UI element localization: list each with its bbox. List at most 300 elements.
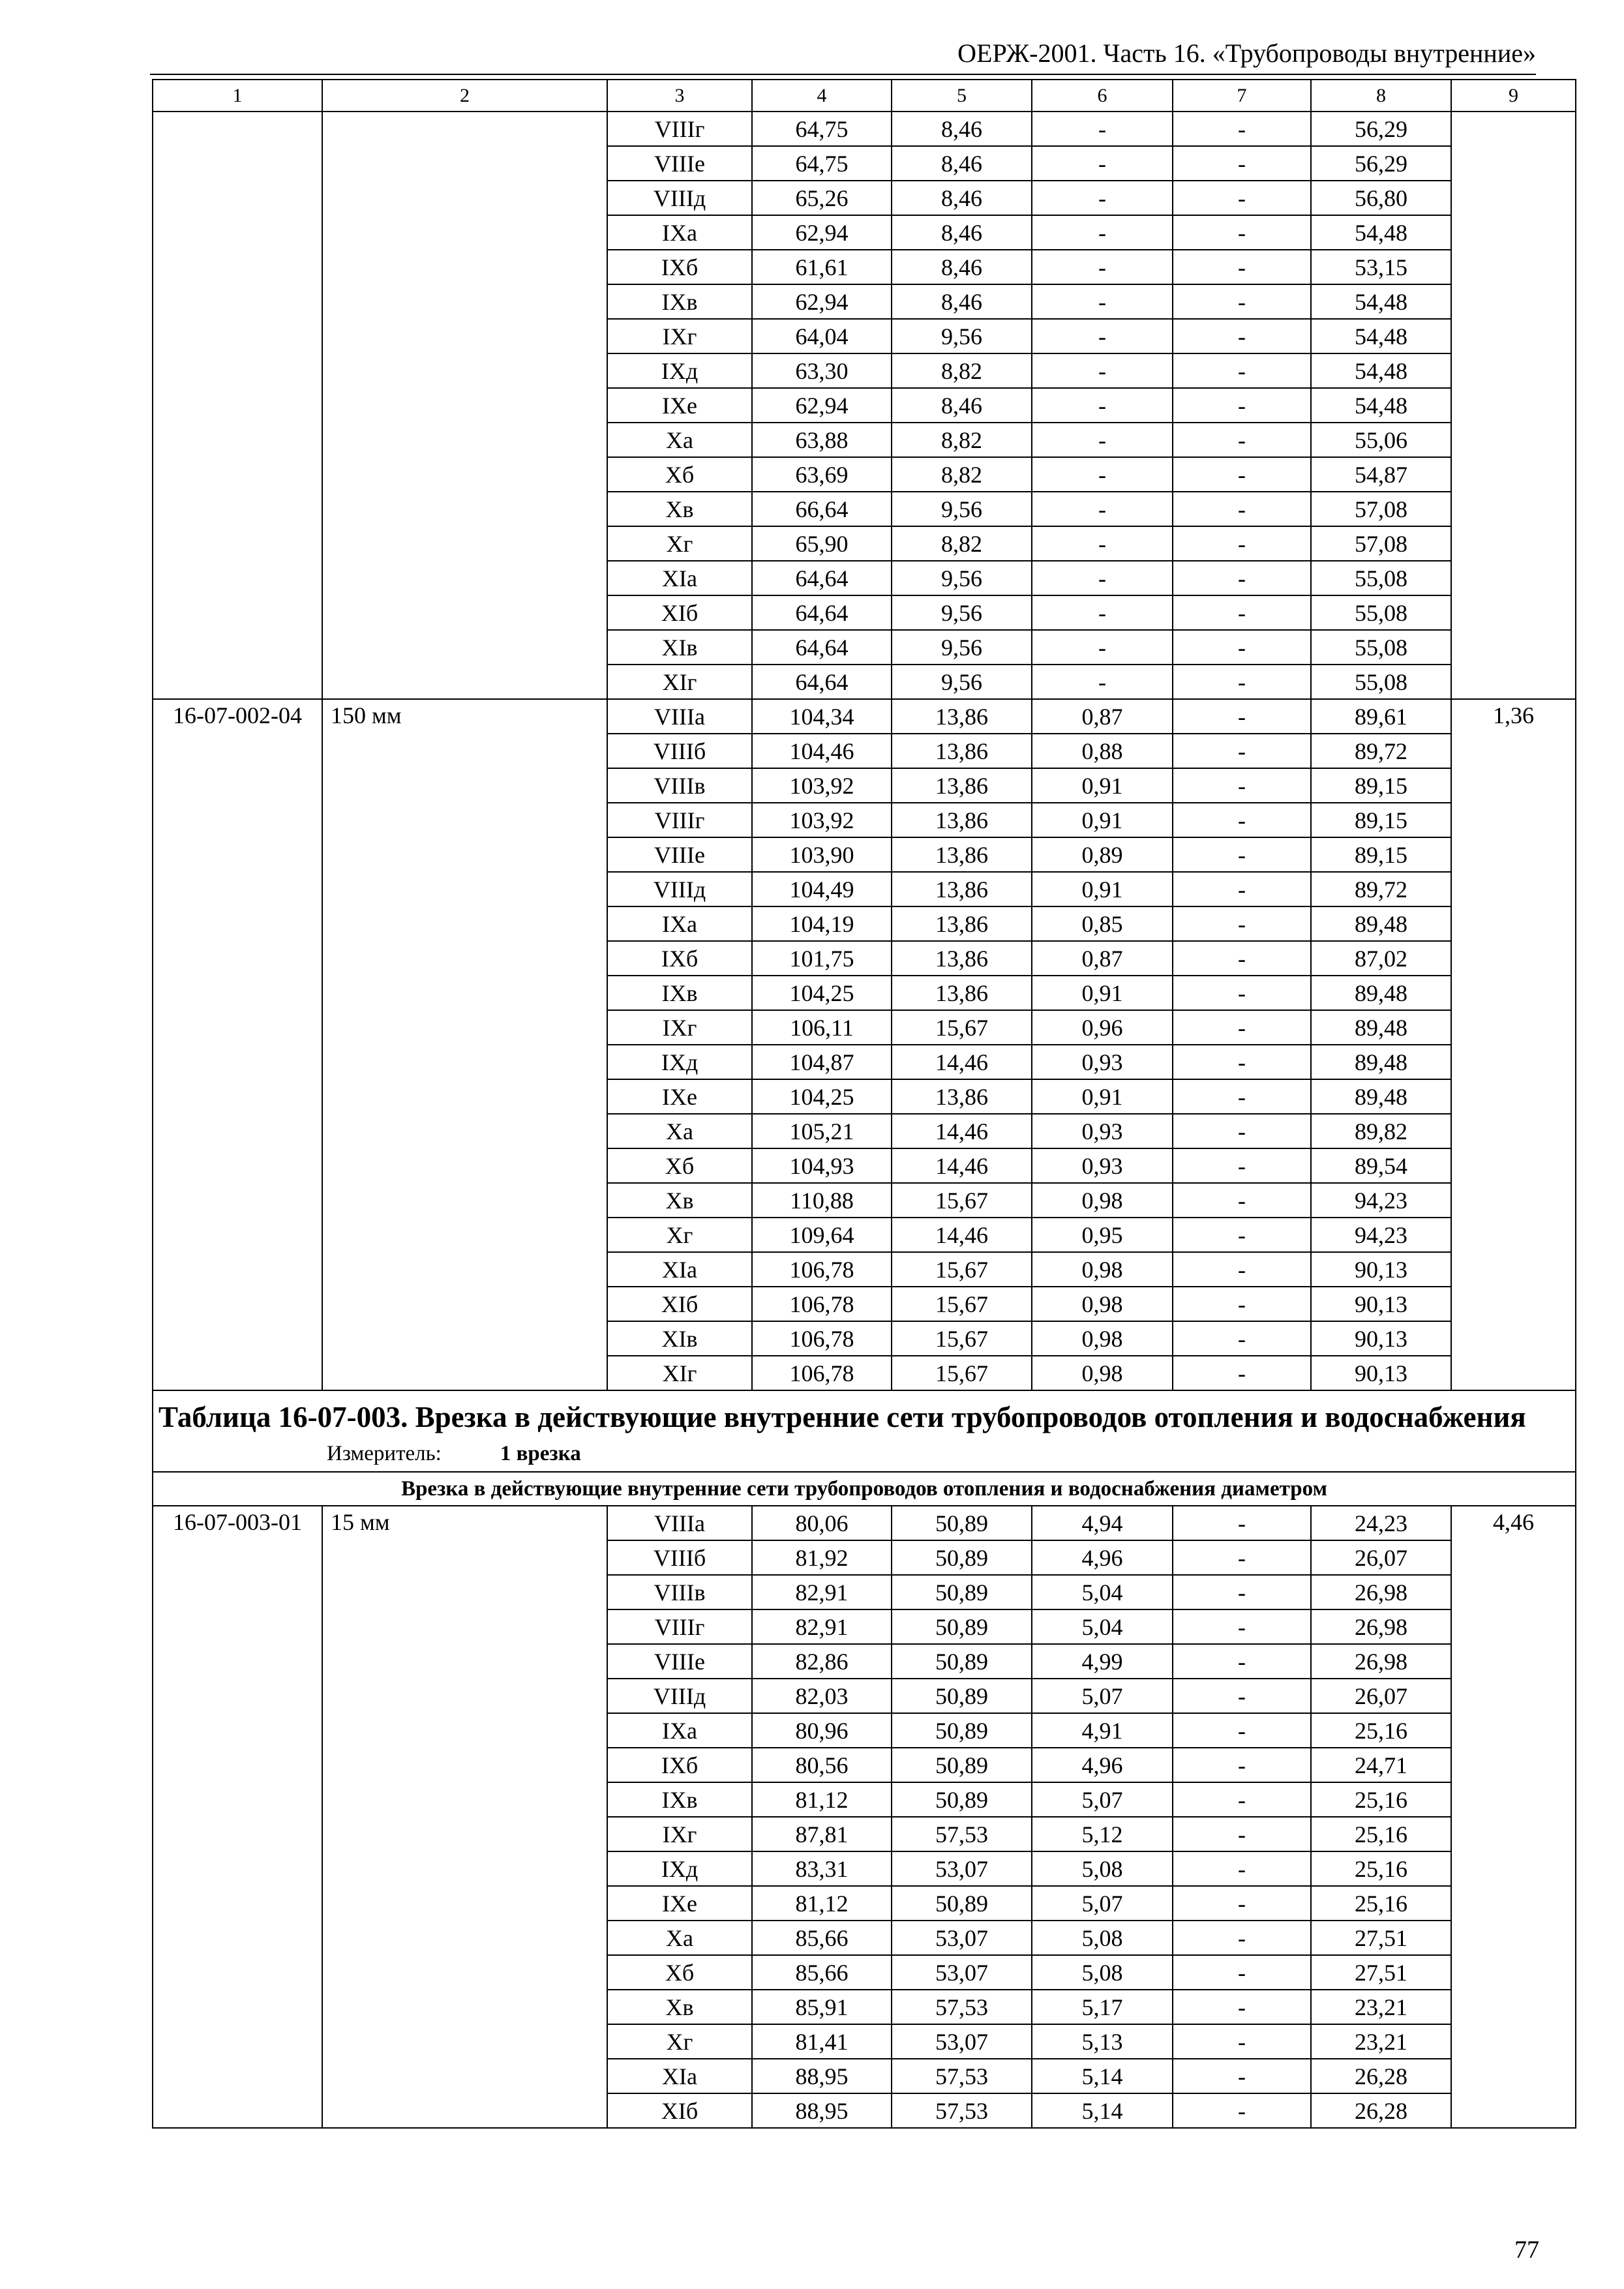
- total-cost-cell: 62,94: [752, 215, 892, 250]
- total-cost-cell: 80,56: [752, 1748, 892, 1782]
- materials-cost-cell: 26,28: [1311, 2093, 1451, 2128]
- total-cost-cell: 87,81: [752, 1817, 892, 1851]
- materials-cost-cell: 54,48: [1311, 388, 1451, 423]
- zone-cell: Xб: [607, 1148, 752, 1183]
- machine-cost-cell: 0,91: [1032, 803, 1173, 837]
- operators-wage-cell: -: [1173, 284, 1311, 319]
- materials-cost-cell: 55,08: [1311, 630, 1451, 665]
- materials-cost-cell: 26,28: [1311, 2059, 1451, 2093]
- operators-wage-cell: -: [1173, 561, 1311, 595]
- labor-cost-cell: 8,46: [892, 146, 1032, 181]
- table-2-body: [153, 1506, 1576, 2128]
- total-cost-cell: 104,25: [752, 1079, 892, 1114]
- machine-cost-cell: -: [1032, 353, 1173, 388]
- materials-cost-cell: 26,98: [1311, 1575, 1451, 1609]
- labor-cost-cell: 15,67: [892, 1321, 1032, 1356]
- total-cost-cell: 80,06: [752, 1506, 892, 1540]
- total-cost-cell: 65,90: [752, 526, 892, 561]
- labor-cost-cell: 50,89: [892, 1748, 1032, 1782]
- zone-cell: IXв: [607, 1782, 752, 1817]
- machine-cost-cell: -: [1032, 388, 1173, 423]
- materials-cost-cell: 94,23: [1311, 1183, 1451, 1218]
- materials-cost-cell: 89,72: [1311, 734, 1451, 768]
- zone-cell: IXа: [607, 906, 752, 941]
- zone-cell: Xб: [607, 1955, 752, 1990]
- operators-wage-cell: -: [1173, 976, 1311, 1010]
- operators-wage-cell: -: [1173, 181, 1311, 215]
- materials-cost-cell: 25,16: [1311, 1817, 1451, 1851]
- operators-wage-cell: -: [1173, 1990, 1311, 2024]
- zone-cell: IXд: [607, 1045, 752, 1079]
- operators-wage-cell: -: [1173, 1748, 1311, 1782]
- operators-wage-cell: -: [1173, 699, 1311, 734]
- materials-cost-cell: 54,48: [1311, 284, 1451, 319]
- total-cost-cell: 103,92: [752, 803, 892, 837]
- machine-cost-cell: 5,14: [1032, 2059, 1173, 2093]
- labor-cost-cell: 57,53: [892, 1990, 1032, 2024]
- zone-cell: IXв: [607, 284, 752, 319]
- labor-cost-cell: 15,67: [892, 1183, 1032, 1218]
- zone-cell: VIIIд: [607, 181, 752, 215]
- materials-cost-cell: 54,48: [1311, 215, 1451, 250]
- total-cost-cell: 64,64: [752, 665, 892, 699]
- materials-cost-cell: 54,48: [1311, 353, 1451, 388]
- machine-cost-cell: 0,87: [1032, 699, 1173, 734]
- labor-cost-cell: 13,86: [892, 803, 1032, 837]
- materials-cost-cell: 56,29: [1311, 146, 1451, 181]
- machine-cost-cell: 0,91: [1032, 976, 1173, 1010]
- measure-line: [158, 1439, 1570, 1469]
- total-cost-cell: 101,75: [752, 941, 892, 976]
- column-number: 8: [1311, 80, 1451, 112]
- labor-cost-cell: 50,89: [892, 1575, 1032, 1609]
- materials-cost-cell: 25,16: [1311, 1886, 1451, 1921]
- zone-cell: VIIIб: [607, 734, 752, 768]
- total-cost-cell: 109,64: [752, 1218, 892, 1252]
- operators-wage-cell: -: [1173, 319, 1311, 353]
- materials-cost-cell: 54,87: [1311, 457, 1451, 492]
- labor-cost-cell: 57,53: [892, 2093, 1032, 2128]
- labor-cost-cell: 8,82: [892, 526, 1032, 561]
- operators-wage-cell: -: [1173, 1287, 1311, 1321]
- labor-cost-cell: 9,56: [892, 665, 1032, 699]
- operators-wage-cell: -: [1173, 250, 1311, 284]
- labor-cost-cell: 50,89: [892, 1713, 1032, 1748]
- operators-wage-cell: -: [1173, 1148, 1311, 1183]
- labor-cost-cell: 14,46: [892, 1114, 1032, 1148]
- machine-cost-cell: 0,96: [1032, 1010, 1173, 1045]
- total-cost-cell: 62,94: [752, 388, 892, 423]
- labor-cost-cell: 53,07: [892, 1851, 1032, 1886]
- machine-cost-cell: 5,08: [1032, 1921, 1173, 1955]
- machine-cost-cell: 0,93: [1032, 1148, 1173, 1183]
- machine-cost-cell: -: [1032, 595, 1173, 630]
- labor-cost-cell: 50,89: [892, 1679, 1032, 1713]
- operators-wage-cell: -: [1173, 768, 1311, 803]
- zone-cell: IXг: [607, 319, 752, 353]
- materials-cost-cell: 89,82: [1311, 1114, 1451, 1148]
- table-2-title-row: [153, 1390, 1576, 1472]
- zone-cell: VIIIe: [607, 146, 752, 181]
- zone-cell: VIIIд: [607, 1679, 752, 1713]
- machine-cost-cell: -: [1032, 665, 1173, 699]
- zone-cell: XIа: [607, 561, 752, 595]
- total-cost-cell: 82,86: [752, 1644, 892, 1679]
- column-number-row: [153, 80, 1576, 112]
- materials-cost-cell: 90,13: [1311, 1321, 1451, 1356]
- total-cost-cell: 88,95: [752, 2059, 892, 2093]
- labor-cost-cell: 13,86: [892, 837, 1032, 872]
- materials-cost-cell: 26,07: [1311, 1679, 1451, 1713]
- labor-cost-cell: 15,67: [892, 1010, 1032, 1045]
- zone-cell: VIIIв: [607, 1575, 752, 1609]
- labor-hours-cell: [1451, 112, 1576, 699]
- total-cost-cell: 63,88: [752, 423, 892, 457]
- operators-wage-cell: -: [1173, 941, 1311, 976]
- labor-cost-cell: 9,56: [892, 595, 1032, 630]
- operators-wage-cell: -: [1173, 1356, 1311, 1390]
- zone-cell: IXв: [607, 976, 752, 1010]
- labor-cost-cell: 13,86: [892, 872, 1032, 906]
- zone-cell: VIIIа: [607, 1506, 752, 1540]
- measure-label: Измеритель:: [327, 1442, 442, 1465]
- labor-cost-cell: 14,46: [892, 1148, 1032, 1183]
- materials-cost-cell: 55,08: [1311, 665, 1451, 699]
- operators-wage-cell: -: [1173, 1218, 1311, 1252]
- operators-wage-cell: -: [1173, 1321, 1311, 1356]
- zone-cell: VIIIб: [607, 1540, 752, 1575]
- column-number: 4: [752, 80, 892, 112]
- machine-cost-cell: 0,91: [1032, 768, 1173, 803]
- labor-cost-cell: 8,82: [892, 457, 1032, 492]
- zone-cell: IXe: [607, 388, 752, 423]
- materials-cost-cell: 57,08: [1311, 492, 1451, 526]
- machine-cost-cell: 0,98: [1032, 1287, 1173, 1321]
- labor-cost-cell: 13,86: [892, 906, 1032, 941]
- materials-cost-cell: 89,48: [1311, 1045, 1451, 1079]
- zone-cell: Xа: [607, 423, 752, 457]
- machine-cost-cell: -: [1032, 457, 1173, 492]
- labor-cost-cell: 57,53: [892, 1817, 1032, 1851]
- zone-cell: Xг: [607, 2024, 752, 2059]
- machine-cost-cell: 0,98: [1032, 1321, 1173, 1356]
- machine-cost-cell: -: [1032, 630, 1173, 665]
- table-2-subheading-row: [153, 1472, 1576, 1506]
- total-cost-cell: 106,78: [752, 1321, 892, 1356]
- machine-cost-cell: 5,04: [1032, 1609, 1173, 1644]
- materials-cost-cell: 23,21: [1311, 1990, 1451, 2024]
- operators-wage-cell: -: [1173, 1575, 1311, 1609]
- machine-cost-cell: 5,07: [1032, 1679, 1173, 1713]
- column-number: 3: [607, 80, 752, 112]
- zone-cell: VIIIг: [607, 1609, 752, 1644]
- labor-cost-cell: 9,56: [892, 319, 1032, 353]
- total-cost-cell: 83,31: [752, 1851, 892, 1886]
- machine-cost-cell: 0,88: [1032, 734, 1173, 768]
- labor-cost-cell: 13,86: [892, 768, 1032, 803]
- zone-cell: XIа: [607, 2059, 752, 2093]
- labor-cost-cell: 9,56: [892, 561, 1032, 595]
- machine-cost-cell: 0,85: [1032, 906, 1173, 941]
- zone-cell: VIIIд: [607, 872, 752, 906]
- total-cost-cell: 106,11: [752, 1010, 892, 1045]
- machine-cost-cell: 0,91: [1032, 872, 1173, 906]
- total-cost-cell: 103,92: [752, 768, 892, 803]
- labor-cost-cell: 13,86: [892, 699, 1032, 734]
- operators-wage-cell: -: [1173, 146, 1311, 181]
- total-cost-cell: 85,66: [752, 1955, 892, 1990]
- machine-cost-cell: 5,12: [1032, 1817, 1173, 1851]
- total-cost-cell: 61,61: [752, 250, 892, 284]
- zone-cell: IXа: [607, 1713, 752, 1748]
- materials-cost-cell: 90,13: [1311, 1252, 1451, 1287]
- total-cost-cell: 85,66: [752, 1921, 892, 1955]
- operators-wage-cell: -: [1173, 1114, 1311, 1148]
- zone-cell: XIб: [607, 2093, 752, 2128]
- table-2-caption: [153, 1390, 1576, 1472]
- table-2-subheading: Врезка в действующие внутренние сети трубопроводов отопления и водоснабжения диаметром: [153, 1472, 1576, 1506]
- operators-wage-cell: -: [1173, 1679, 1311, 1713]
- machine-cost-cell: 4,96: [1032, 1540, 1173, 1575]
- total-cost-cell: 65,26: [752, 181, 892, 215]
- labor-cost-cell: 53,07: [892, 1955, 1032, 1990]
- materials-cost-cell: 55,08: [1311, 595, 1451, 630]
- page-header-title: ОЕРЖ-2001. Часть 16. «Трубопроводы внутренние»: [957, 38, 1536, 68]
- total-cost-cell: 82,91: [752, 1575, 892, 1609]
- machine-cost-cell: 5,14: [1032, 2093, 1173, 2128]
- machine-cost-cell: -: [1032, 112, 1173, 146]
- materials-cost-cell: 89,48: [1311, 906, 1451, 941]
- materials-cost-cell: 55,08: [1311, 561, 1451, 595]
- labor-cost-cell: 15,67: [892, 1252, 1032, 1287]
- materials-cost-cell: 89,48: [1311, 976, 1451, 1010]
- materials-cost-cell: 26,98: [1311, 1609, 1451, 1644]
- operators-wage-cell: -: [1173, 1506, 1311, 1540]
- labor-cost-cell: 9,56: [892, 630, 1032, 665]
- rate-code: [153, 112, 322, 699]
- total-cost-cell: 105,21: [752, 1114, 892, 1148]
- machine-cost-cell: -: [1032, 181, 1173, 215]
- machine-cost-cell: 0,89: [1032, 837, 1173, 872]
- labor-cost-cell: 8,46: [892, 215, 1032, 250]
- materials-cost-cell: 90,13: [1311, 1356, 1451, 1390]
- zone-cell: Xа: [607, 1114, 752, 1148]
- labor-cost-cell: 50,89: [892, 1506, 1032, 1540]
- materials-cost-cell: 87,02: [1311, 941, 1451, 976]
- materials-cost-cell: 54,48: [1311, 319, 1451, 353]
- materials-cost-cell: 25,16: [1311, 1851, 1451, 1886]
- materials-cost-cell: 57,08: [1311, 526, 1451, 561]
- total-cost-cell: 64,64: [752, 561, 892, 595]
- materials-cost-cell: 26,07: [1311, 1540, 1451, 1575]
- table-row: [153, 699, 1576, 734]
- column-number: 2: [322, 80, 607, 112]
- materials-cost-cell: 26,98: [1311, 1644, 1451, 1679]
- zone-cell: VIIIe: [607, 837, 752, 872]
- materials-cost-cell: 89,72: [1311, 872, 1451, 906]
- machine-cost-cell: 0,98: [1032, 1252, 1173, 1287]
- zone-cell: XIв: [607, 630, 752, 665]
- machine-cost-cell: 4,94: [1032, 1506, 1173, 1540]
- zone-cell: VIIIг: [607, 112, 752, 146]
- zone-cell: XIг: [607, 1356, 752, 1390]
- zone-cell: XIб: [607, 595, 752, 630]
- labor-cost-cell: 13,86: [892, 1079, 1032, 1114]
- total-cost-cell: 64,64: [752, 630, 892, 665]
- total-cost-cell: 62,94: [752, 284, 892, 319]
- machine-cost-cell: 5,07: [1032, 1782, 1173, 1817]
- operators-wage-cell: -: [1173, 1713, 1311, 1748]
- column-number: 7: [1173, 80, 1311, 112]
- operators-wage-cell: -: [1173, 2024, 1311, 2059]
- labor-cost-cell: 50,89: [892, 1540, 1032, 1575]
- machine-cost-cell: -: [1032, 423, 1173, 457]
- materials-cost-cell: 94,23: [1311, 1218, 1451, 1252]
- total-cost-cell: 104,34: [752, 699, 892, 734]
- operators-wage-cell: -: [1173, 1851, 1311, 1886]
- machine-cost-cell: 0,91: [1032, 1079, 1173, 1114]
- materials-cost-cell: 25,16: [1311, 1713, 1451, 1748]
- column-number: 1: [153, 80, 322, 112]
- total-cost-cell: 81,12: [752, 1782, 892, 1817]
- labor-cost-cell: 8,82: [892, 423, 1032, 457]
- labor-cost-cell: 13,86: [892, 734, 1032, 768]
- operators-wage-cell: -: [1173, 1010, 1311, 1045]
- materials-cost-cell: 90,13: [1311, 1287, 1451, 1321]
- labor-cost-cell: 8,46: [892, 388, 1032, 423]
- operators-wage-cell: -: [1173, 215, 1311, 250]
- operators-wage-cell: -: [1173, 1045, 1311, 1079]
- pipe-diameter: [322, 112, 607, 699]
- labor-cost-cell: 53,07: [892, 1921, 1032, 1955]
- machine-cost-cell: 5,13: [1032, 2024, 1173, 2059]
- materials-cost-cell: 89,54: [1311, 1148, 1451, 1183]
- labor-cost-cell: 8,46: [892, 181, 1032, 215]
- table-row: [153, 112, 1576, 146]
- zone-cell: XIб: [607, 1287, 752, 1321]
- total-cost-cell: 81,92: [752, 1540, 892, 1575]
- materials-cost-cell: 27,51: [1311, 1955, 1451, 1990]
- operators-wage-cell: -: [1173, 906, 1311, 941]
- operators-wage-cell: -: [1173, 526, 1311, 561]
- machine-cost-cell: 0,98: [1032, 1183, 1173, 1218]
- labor-cost-cell: 15,67: [892, 1287, 1032, 1321]
- total-cost-cell: 104,25: [752, 976, 892, 1010]
- materials-cost-cell: 53,15: [1311, 250, 1451, 284]
- total-cost-cell: 104,49: [752, 872, 892, 906]
- zone-cell: IXд: [607, 353, 752, 388]
- zone-cell: IXб: [607, 941, 752, 976]
- total-cost-cell: 64,75: [752, 146, 892, 181]
- operators-wage-cell: -: [1173, 112, 1311, 146]
- zone-cell: VIIIа: [607, 699, 752, 734]
- zone-cell: IXг: [607, 1010, 752, 1045]
- total-cost-cell: 66,64: [752, 492, 892, 526]
- zone-cell: IXe: [607, 1079, 752, 1114]
- zone-cell: IXб: [607, 1748, 752, 1782]
- machine-cost-cell: 5,17: [1032, 1990, 1173, 2024]
- operators-wage-cell: -: [1173, 1252, 1311, 1287]
- total-cost-cell: 106,78: [752, 1356, 892, 1390]
- pipe-diameter: 15 мм: [322, 1506, 607, 2128]
- operators-wage-cell: -: [1173, 1817, 1311, 1851]
- machine-cost-cell: -: [1032, 215, 1173, 250]
- column-number: 6: [1032, 80, 1173, 112]
- operators-wage-cell: -: [1173, 1886, 1311, 1921]
- zone-cell: XIг: [607, 665, 752, 699]
- operators-wage-cell: -: [1173, 1644, 1311, 1679]
- zone-cell: Xг: [607, 526, 752, 561]
- column-number: 5: [892, 80, 1032, 112]
- operators-wage-cell: -: [1173, 423, 1311, 457]
- table-body: [153, 80, 1576, 1390]
- total-cost-cell: 104,87: [752, 1045, 892, 1079]
- zone-cell: Xв: [607, 1183, 752, 1218]
- labor-cost-cell: 57,53: [892, 2059, 1032, 2093]
- labor-cost-cell: 14,46: [892, 1045, 1032, 1079]
- page-number: 77: [1514, 2236, 1539, 2264]
- labor-cost-cell: 8,82: [892, 353, 1032, 388]
- zone-cell: IXe: [607, 1886, 752, 1921]
- table-2-title: Таблица 16-07-003. Врезка в действующие внутренние сети трубопроводов отопления и водоснабжения: [158, 1401, 1526, 1433]
- rates-table: [152, 79, 1576, 2129]
- labor-cost-cell: 13,86: [892, 976, 1032, 1010]
- machine-cost-cell: 4,99: [1032, 1644, 1173, 1679]
- machine-cost-cell: 4,91: [1032, 1713, 1173, 1748]
- labor-hours-cell: 1,36: [1451, 699, 1576, 1390]
- materials-cost-cell: 25,16: [1311, 1782, 1451, 1817]
- zone-cell: Xг: [607, 1218, 752, 1252]
- machine-cost-cell: 5,08: [1032, 1955, 1173, 1990]
- table-row: [153, 1506, 1576, 1540]
- column-number: 9: [1451, 80, 1576, 112]
- total-cost-cell: 81,12: [752, 1886, 892, 1921]
- total-cost-cell: 106,78: [752, 1252, 892, 1287]
- labor-cost-cell: 8,46: [892, 112, 1032, 146]
- total-cost-cell: 64,04: [752, 319, 892, 353]
- operators-wage-cell: -: [1173, 1183, 1311, 1218]
- total-cost-cell: 82,91: [752, 1609, 892, 1644]
- total-cost-cell: 104,93: [752, 1148, 892, 1183]
- materials-cost-cell: 55,06: [1311, 423, 1451, 457]
- labor-cost-cell: 8,46: [892, 250, 1032, 284]
- materials-cost-cell: 89,15: [1311, 837, 1451, 872]
- machine-cost-cell: -: [1032, 146, 1173, 181]
- zone-cell: IXб: [607, 250, 752, 284]
- total-cost-cell: 63,30: [752, 353, 892, 388]
- machine-cost-cell: 0,93: [1032, 1045, 1173, 1079]
- zone-cell: VIIIe: [607, 1644, 752, 1679]
- materials-cost-cell: 56,80: [1311, 181, 1451, 215]
- total-cost-cell: 104,46: [752, 734, 892, 768]
- zone-cell: Xв: [607, 492, 752, 526]
- operators-wage-cell: -: [1173, 1540, 1311, 1575]
- materials-cost-cell: 23,21: [1311, 2024, 1451, 2059]
- labor-cost-cell: 50,89: [892, 1886, 1032, 1921]
- labor-cost-cell: 50,89: [892, 1782, 1032, 1817]
- machine-cost-cell: -: [1032, 561, 1173, 595]
- zone-cell: Xб: [607, 457, 752, 492]
- materials-cost-cell: 89,48: [1311, 1010, 1451, 1045]
- total-cost-cell: 85,91: [752, 1990, 892, 2024]
- table-2-header: [153, 1390, 1576, 1506]
- total-cost-cell: 106,78: [752, 1287, 892, 1321]
- machine-cost-cell: 5,07: [1032, 1886, 1173, 1921]
- total-cost-cell: 88,95: [752, 2093, 892, 2128]
- machine-cost-cell: -: [1032, 284, 1173, 319]
- operators-wage-cell: -: [1173, 2059, 1311, 2093]
- operators-wage-cell: -: [1173, 353, 1311, 388]
